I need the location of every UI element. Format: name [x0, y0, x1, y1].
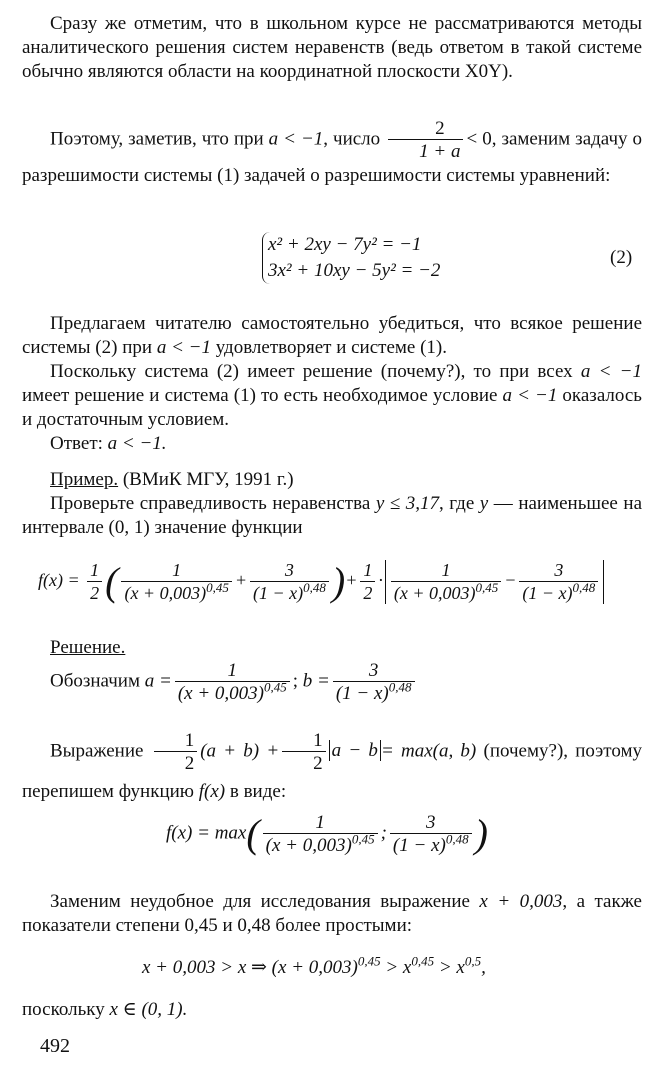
equation-label: (2)	[610, 247, 633, 268]
answer: Ответ: a < −1.	[50, 433, 167, 454]
inequality-chain: x + 0,003 > x ⇒ $(x + 0,003)^{0,45} > x^{0,45} > x^{0,5}$,	[142, 953, 486, 978]
paragraph-1: Сразу же отметим, что в школьном курсе не рассматриваются методы аналитического решения систем неравенств (ведь ответом в такой системе обычно являются области на координатной плоскости X0Y).	[22, 13, 642, 82]
page-number: 492	[40, 1035, 70, 1057]
final-line: поскольку x ∈ (0, 1).	[22, 999, 188, 1020]
paragraph-expression: Выражение $\frac{1}{2}$ (a + b) + $\frac{1}{2}$ a − b = max(a, b) (почему?), поэтому перепишем функцию f(x) в виде:	[22, 730, 643, 802]
formula-max: f(x) = max( $\frac{1}{(x + 0,003)^{0,45}}$ ; $\frac{3}{(1 - x)^{0,48}}$ )	[166, 811, 488, 856]
paragraph-2: Поэтому, заметив, что при a < −1, число $\frac{2}{1 + a}$ < 0, заменим задачу о разрешимости системы (1) задачей о разрешимости системы уравнений:	[22, 118, 643, 186]
formula-f: f(x) = $\frac{1}{2}$ ( $\frac{1}{(x + 0,003)^{0,45}}$ + $\frac{3}{(1 - x)^{0,48}}$ )+ $\frac{1}{2}$ · $\frac{1}{(x + 0,003)^{0,45}}$ − $\frac{3}{(1 - x)^{0,48}}$	[38, 560, 606, 604]
paragraph-3: Предлагаем читателю самостоятельно убедиться, что всякое решение системы (2) при a < −1 удовлетворяет и системе (1).	[22, 313, 642, 358]
paragraph-4: Поскольку система (2) имеет решение (почему?), то при всех a < −1 имеет решение и система (1) то есть необходимое условие a < −1 оказалось и достаточным условием.	[22, 361, 642, 430]
paragraph-5: Проверьте справедливость неравенства y ≤ 3,17, где y — наименьшее на интервале (0, 1) значение функции	[22, 493, 643, 538]
notation: Обозначим a = $\frac{1}{(x + 0,003)^{0,45}}$ ; b = $\frac{3}{(1 - x)^{0,48}}$	[50, 660, 418, 704]
fraction-2-over-1-plus-a: $\frac{2}{1 + a}$	[388, 118, 463, 162]
paragraph-6: Заменим неудобное для исследования выражение x + 0,003, а также показатели степени 0,45 и 0,48 более простыми:	[22, 891, 642, 936]
solution-heading: Решение.	[50, 637, 126, 658]
system-2: x² + 2xy − 7y² = −1 3x² + 10xy − 5y² = −2	[262, 232, 440, 284]
example-heading: Пример. (ВМиК МГУ, 1991 г.)	[50, 469, 294, 490]
